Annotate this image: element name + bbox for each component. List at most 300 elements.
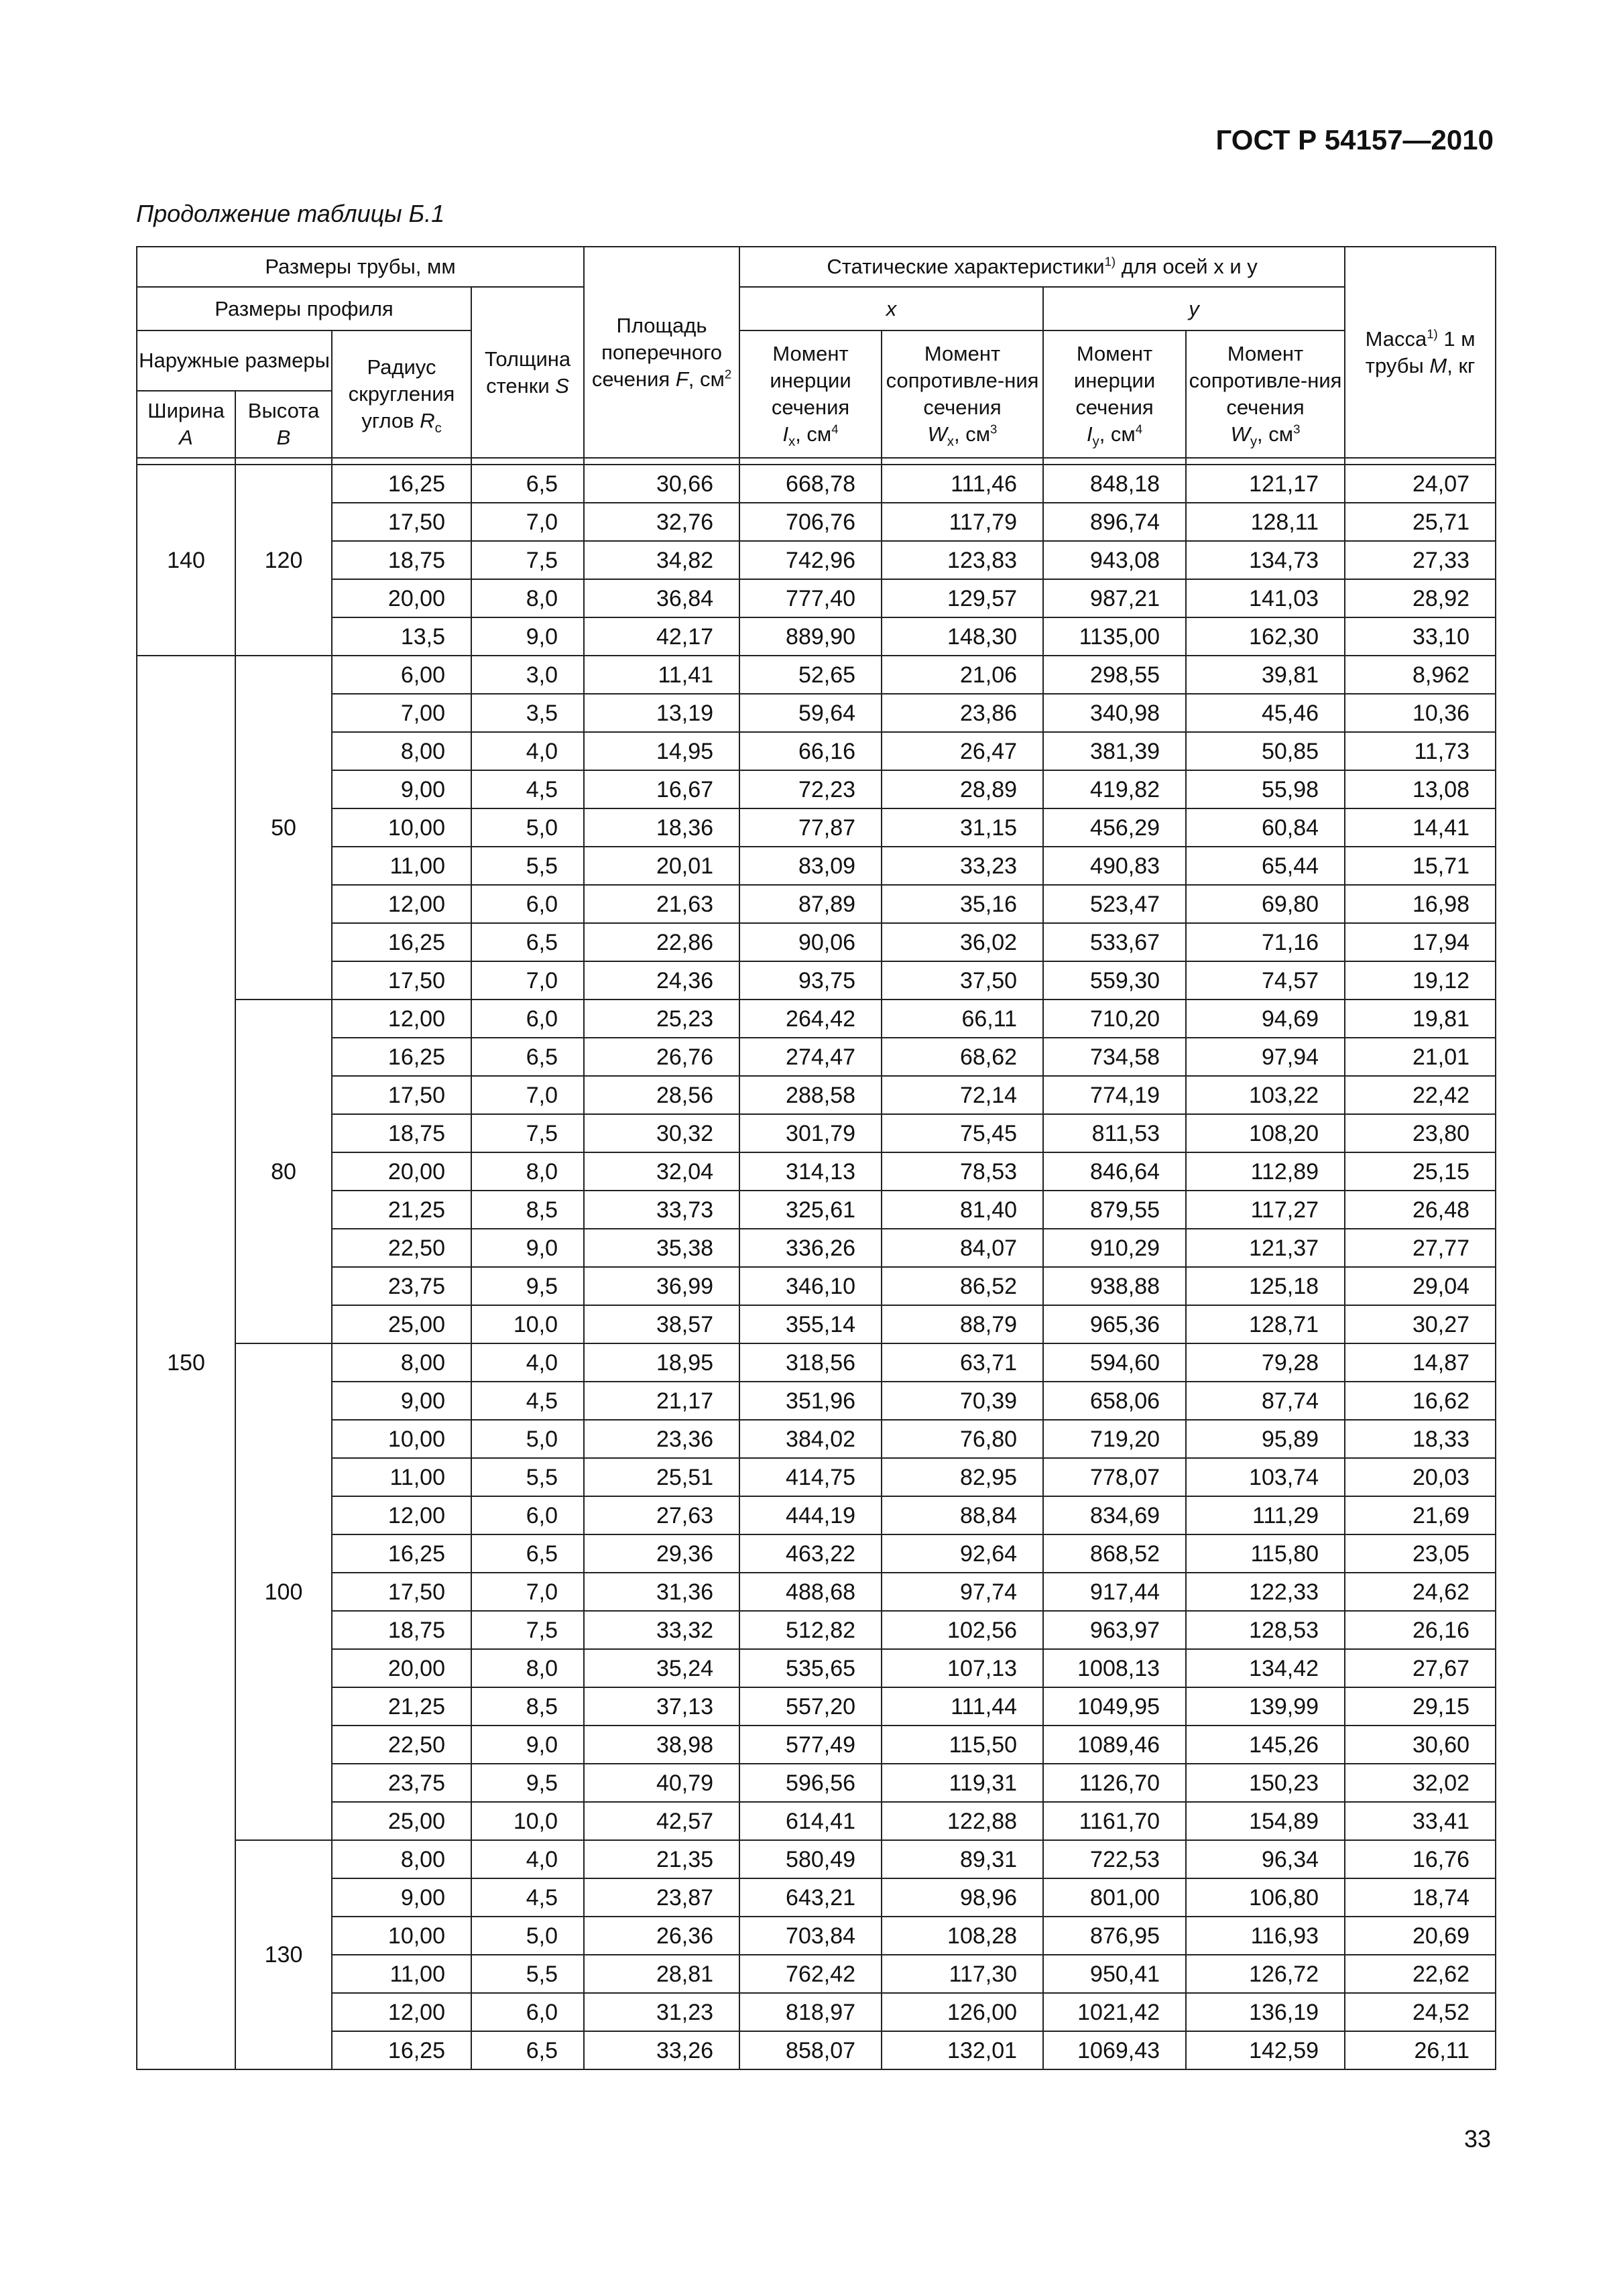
table-caption: Продолжение таблицы Б.1: [136, 200, 445, 227]
table-row: [137, 732, 1496, 770]
table-cell: 938,88: [1043, 1267, 1186, 1305]
table-cell: 25,23: [584, 1000, 739, 1038]
table-cell: 18,95: [584, 1343, 739, 1382]
table-row: [137, 541, 1496, 579]
table-cell: 896,74: [1043, 503, 1186, 541]
header-width: Ширина A: [137, 391, 235, 458]
table-cell: 128,71: [1186, 1305, 1345, 1343]
table-cell: 7,5: [471, 1611, 584, 1649]
table-cell: 26,16: [1345, 1611, 1496, 1649]
table-cell: 889,90: [739, 617, 882, 656]
table-cell: 26,47: [882, 732, 1043, 770]
table-cell: 987,21: [1043, 579, 1186, 617]
table-cell: 28,56: [584, 1076, 739, 1114]
cell-height-b: 130: [235, 1840, 332, 2069]
table-row: [137, 1038, 1496, 1076]
table-cell: 27,67: [1345, 1649, 1496, 1687]
table-cell: 116,93: [1186, 1917, 1345, 1955]
table-cell: 117,79: [882, 503, 1043, 541]
table-cell: 594,60: [1043, 1343, 1186, 1382]
table-cell: 33,10: [1345, 617, 1496, 656]
header-wx: Момент сопротивле-ния сечения $W_x$, $см^3$: [882, 330, 1043, 458]
table-cell: 25,71: [1345, 503, 1496, 541]
table-cell: 25,00: [332, 1305, 471, 1343]
table-cell: 5,0: [471, 808, 584, 847]
table-cell: 17,50: [332, 503, 471, 541]
table-cell: 288,58: [739, 1076, 882, 1114]
cell-width-a: 150: [137, 656, 235, 2069]
table-cell: 30,66: [584, 465, 739, 503]
table-cell: 65,44: [1186, 847, 1345, 885]
table-cell: 8,00: [332, 1343, 471, 1382]
table-cell: 20,00: [332, 579, 471, 617]
table-cell: 6,5: [471, 465, 584, 503]
table-cell: 38,57: [584, 1305, 739, 1343]
table-cell: 17,50: [332, 1573, 471, 1611]
table-cell: 384,02: [739, 1420, 882, 1458]
table-cell: 318,56: [739, 1343, 882, 1382]
table-cell: 8,5: [471, 1191, 584, 1229]
table-cell: 32,76: [584, 503, 739, 541]
table-cell: 121,17: [1186, 465, 1345, 503]
table-cell: 21,25: [332, 1191, 471, 1229]
table-cell: 60,84: [1186, 808, 1345, 847]
table-cell: 52,65: [739, 656, 882, 694]
table-cell: 134,73: [1186, 541, 1345, 579]
table-cell: 6,0: [471, 1000, 584, 1038]
table-cell: 36,99: [584, 1267, 739, 1305]
table-cell: 23,75: [332, 1267, 471, 1305]
table-cell: 10,36: [1345, 694, 1496, 732]
table-cell: 142,59: [1186, 2031, 1345, 2069]
table-cell: 134,42: [1186, 1649, 1345, 1687]
table-cell: 11,00: [332, 1458, 471, 1496]
table-row: [137, 656, 1496, 694]
table-cell: 8,00: [332, 1840, 471, 1878]
table-cell: 79,28: [1186, 1343, 1345, 1382]
table-cell: 488,68: [739, 1573, 882, 1611]
table-cell: 9,00: [332, 1878, 471, 1917]
header-separator: [137, 458, 1496, 465]
table-cell: 59,64: [739, 694, 882, 732]
table-cell: 444,19: [739, 1496, 882, 1534]
table-cell: 23,75: [332, 1764, 471, 1802]
table-cell: 6,0: [471, 1496, 584, 1534]
table-cell: 63,71: [882, 1343, 1043, 1382]
table-cell: 301,79: [739, 1114, 882, 1152]
table-cell: 18,33: [1345, 1420, 1496, 1458]
table-cell: 24,62: [1345, 1573, 1496, 1611]
table-cell: 108,28: [882, 1917, 1043, 1955]
table-cell: 577,49: [739, 1726, 882, 1764]
table-cell: 17,50: [332, 1076, 471, 1114]
table-cell: 7,5: [471, 541, 584, 579]
table-cell: 17,94: [1345, 923, 1496, 961]
table-cell: 90,06: [739, 923, 882, 961]
table-cell: 965,36: [1043, 1305, 1186, 1343]
table-cell: 1049,95: [1043, 1687, 1186, 1726]
table-cell: 13,5: [332, 617, 471, 656]
table-cell: 801,00: [1043, 1878, 1186, 1917]
header-axis-x: x: [739, 287, 1043, 330]
table-cell: 719,20: [1043, 1420, 1186, 1458]
table-cell: 107,13: [882, 1649, 1043, 1687]
table-cell: 21,69: [1345, 1496, 1496, 1534]
table-cell: 848,18: [1043, 465, 1186, 503]
table-cell: 30,60: [1345, 1726, 1496, 1764]
table-row: [137, 1726, 1496, 1764]
table-cell: 32,02: [1345, 1764, 1496, 1802]
table-cell: 115,50: [882, 1726, 1043, 1764]
pipe-table: [136, 246, 1496, 2070]
table-cell: 7,0: [471, 1573, 584, 1611]
table-cell: 9,0: [471, 1726, 584, 1764]
table-cell: 868,52: [1043, 1534, 1186, 1573]
table-cell: 3,5: [471, 694, 584, 732]
table-row: [137, 1573, 1496, 1611]
table-cell: 8,0: [471, 579, 584, 617]
table-cell: 94,69: [1186, 1000, 1345, 1038]
table-cell: 20,69: [1345, 1917, 1496, 1955]
table-cell: 84,07: [882, 1229, 1043, 1267]
table-cell: 154,89: [1186, 1802, 1345, 1840]
table-cell: 92,64: [882, 1534, 1043, 1573]
table-cell: 128,11: [1186, 503, 1345, 541]
table-cell: 762,42: [739, 1955, 882, 1993]
table-cell: 858,07: [739, 2031, 882, 2069]
table-row: [137, 1343, 1496, 1382]
table-cell: 42,17: [584, 617, 739, 656]
header-area: Площадь поперечного сечения F, $см^2$: [584, 247, 739, 458]
table-cell: 22,86: [584, 923, 739, 961]
table-cell: 30,32: [584, 1114, 739, 1152]
table-cell: 456,29: [1043, 808, 1186, 847]
table-cell: 703,84: [739, 1917, 882, 1955]
table-cell: 97,74: [882, 1573, 1043, 1611]
table-cell: 111,44: [882, 1687, 1043, 1726]
table-cell: 27,63: [584, 1496, 739, 1534]
table-cell: 21,01: [1345, 1038, 1496, 1076]
header-profile-dims: Размеры профиля: [137, 287, 471, 330]
table-cell: 38,98: [584, 1726, 739, 1764]
header-iy: Момент инерции сечения $I_y$, $см^4$: [1043, 330, 1186, 458]
table-cell: 14,95: [584, 732, 739, 770]
header-axis-y: y: [1043, 287, 1345, 330]
table-cell: 8,5: [471, 1687, 584, 1726]
table-cell: 734,58: [1043, 1038, 1186, 1076]
table-row: [137, 1229, 1496, 1267]
table-cell: 1161,70: [1043, 1802, 1186, 1840]
table-cell: 4,5: [471, 1878, 584, 1917]
table-cell: 39,81: [1186, 656, 1345, 694]
table-row: [137, 694, 1496, 732]
table-cell: 33,41: [1345, 1802, 1496, 1840]
table-cell: 6,5: [471, 923, 584, 961]
table-cell: 145,26: [1186, 1726, 1345, 1764]
table-cell: 121,37: [1186, 1229, 1345, 1267]
table-cell: 336,26: [739, 1229, 882, 1267]
table-cell: 68,62: [882, 1038, 1043, 1076]
table-cell: 31,36: [584, 1573, 739, 1611]
table-cell: 7,0: [471, 1076, 584, 1114]
table-cell: 346,10: [739, 1267, 882, 1305]
table-cell: 298,55: [1043, 656, 1186, 694]
table-cell: 879,55: [1043, 1191, 1186, 1229]
table-cell: 10,00: [332, 808, 471, 847]
table-cell: 11,00: [332, 847, 471, 885]
table-cell: 1089,46: [1043, 1726, 1186, 1764]
table-cell: 9,00: [332, 770, 471, 808]
table-cell: 55,98: [1186, 770, 1345, 808]
table-cell: 7,5: [471, 1114, 584, 1152]
table-row: [137, 808, 1496, 847]
table-cell: 96,34: [1186, 1840, 1345, 1878]
table-cell: 28,92: [1345, 579, 1496, 617]
table-cell: 533,67: [1043, 923, 1186, 961]
table-row: [137, 1917, 1496, 1955]
table-cell: 1069,43: [1043, 2031, 1186, 2069]
table-row: [137, 617, 1496, 656]
table-cell: 122,33: [1186, 1573, 1345, 1611]
table-cell: 16,25: [332, 2031, 471, 2069]
table-cell: 72,23: [739, 770, 882, 808]
header-wy: Момент сопротивле-ния сечения $W_y$, $см^3$: [1186, 330, 1345, 458]
table-cell: 21,63: [584, 885, 739, 923]
table-cell: 10,0: [471, 1305, 584, 1343]
header-mass: Масса$^{1)}$ 1 м трубы M, кг: [1345, 247, 1496, 458]
table-cell: 102,56: [882, 1611, 1043, 1649]
table-cell: 34,82: [584, 541, 739, 579]
table-cell: 30,27: [1345, 1305, 1496, 1343]
table-row: [137, 1420, 1496, 1458]
table-cell: 123,83: [882, 541, 1043, 579]
table-cell: 16,25: [332, 465, 471, 503]
table-cell: 876,95: [1043, 1917, 1186, 1955]
table-cell: 834,69: [1043, 1496, 1186, 1534]
table-cell: 943,08: [1043, 541, 1186, 579]
table-cell: 8,0: [471, 1649, 584, 1687]
table-cell: 818,97: [739, 1993, 882, 2031]
table-cell: 16,25: [332, 1534, 471, 1573]
table-cell: 23,80: [1345, 1114, 1496, 1152]
table-cell: 28,81: [584, 1955, 739, 1993]
table-cell: 98,96: [882, 1878, 1043, 1917]
table-cell: 778,07: [1043, 1458, 1186, 1496]
table-row: [137, 1840, 1496, 1878]
table-row: [137, 885, 1496, 923]
table-cell: 111,46: [882, 465, 1043, 503]
table-row: [137, 1496, 1496, 1534]
table-cell: 23,86: [882, 694, 1043, 732]
table-cell: 25,51: [584, 1458, 739, 1496]
table-row: [137, 1382, 1496, 1420]
table-row: [137, 1305, 1496, 1343]
table-cell: 5,5: [471, 847, 584, 885]
table-cell: 12,00: [332, 1496, 471, 1534]
table-cell: 20,00: [332, 1649, 471, 1687]
table-cell: 22,50: [332, 1726, 471, 1764]
table-cell: 27,33: [1345, 541, 1496, 579]
header-thickness: Толщина стенки S: [471, 287, 584, 458]
table-cell: 18,75: [332, 541, 471, 579]
table-cell: 18,75: [332, 1114, 471, 1152]
table-cell: 950,41: [1043, 1955, 1186, 1993]
table-row: [137, 961, 1496, 1000]
table-row: [137, 503, 1496, 541]
table-cell: 35,24: [584, 1649, 739, 1687]
table-cell: 706,76: [739, 503, 882, 541]
table-cell: 4,0: [471, 1840, 584, 1878]
table-row: [137, 1955, 1496, 1993]
table-cell: 21,06: [882, 656, 1043, 694]
table-cell: 136,19: [1186, 1993, 1345, 2031]
header-static: Статические характеристики$^{1)}$ для осей x и y: [739, 247, 1345, 287]
table-cell: 8,0: [471, 1152, 584, 1191]
table-cell: 36,84: [584, 579, 739, 617]
table-cell: 74,57: [1186, 961, 1345, 1000]
table-cell: 16,25: [332, 923, 471, 961]
table-cell: 29,04: [1345, 1267, 1496, 1305]
table-cell: 1135,00: [1043, 617, 1186, 656]
table-row: [137, 923, 1496, 961]
table-cell: 15,71: [1345, 847, 1496, 885]
cell-width-a: 140: [137, 465, 235, 656]
table-cell: 11,73: [1345, 732, 1496, 770]
table-cell: 20,03: [1345, 1458, 1496, 1496]
table-cell: 35,38: [584, 1229, 739, 1267]
table-cell: 20,01: [584, 847, 739, 885]
table-cell: 97,94: [1186, 1038, 1345, 1076]
table-cell: 10,00: [332, 1420, 471, 1458]
table-cell: 23,05: [1345, 1534, 1496, 1573]
table-cell: 21,17: [584, 1382, 739, 1420]
table-cell: 4,5: [471, 1382, 584, 1420]
table-cell: 17,50: [332, 961, 471, 1000]
table-cell: 9,5: [471, 1267, 584, 1305]
table-cell: 45,46: [1186, 694, 1345, 732]
table-cell: 70,39: [882, 1382, 1043, 1420]
table-cell: 19,12: [1345, 961, 1496, 1000]
table-cell: 89,31: [882, 1840, 1043, 1878]
table-row: [137, 847, 1496, 885]
table-cell: 658,06: [1043, 1382, 1186, 1420]
table-cell: 5,0: [471, 1420, 584, 1458]
table-cell: 23,87: [584, 1878, 739, 1917]
table-cell: 95,89: [1186, 1420, 1345, 1458]
table-cell: 18,74: [1345, 1878, 1496, 1917]
table-cell: 83,09: [739, 847, 882, 885]
table-cell: 106,80: [1186, 1878, 1345, 1917]
table-cell: 26,11: [1345, 2031, 1496, 2069]
table-cell: 4,0: [471, 732, 584, 770]
table-row: [137, 1878, 1496, 1917]
table-cell: 14,87: [1345, 1343, 1496, 1382]
table-cell: 557,20: [739, 1687, 882, 1726]
table-cell: 122,88: [882, 1802, 1043, 1840]
table-cell: 8,00: [332, 732, 471, 770]
table-row: [137, 1458, 1496, 1496]
table-row: [137, 1114, 1496, 1152]
table-row: [137, 1649, 1496, 1687]
table-cell: 78,53: [882, 1152, 1043, 1191]
table-row: [137, 2031, 1496, 2069]
table-cell: 6,5: [471, 1534, 584, 1573]
table-cell: 119,31: [882, 1764, 1043, 1802]
table-cell: 512,82: [739, 1611, 882, 1649]
table-cell: 274,47: [739, 1038, 882, 1076]
table-cell: 12,00: [332, 1993, 471, 2031]
table-cell: 87,89: [739, 885, 882, 923]
table-row: [137, 770, 1496, 808]
table-cell: 86,52: [882, 1267, 1043, 1305]
table-cell: 126,72: [1186, 1955, 1345, 1993]
table-cell: 22,50: [332, 1229, 471, 1267]
table-cell: 103,22: [1186, 1076, 1345, 1114]
table-row: [137, 1000, 1496, 1038]
table-cell: 129,57: [882, 579, 1043, 617]
table-cell: 66,16: [739, 732, 882, 770]
table-cell: 1021,42: [1043, 1993, 1186, 2031]
table-cell: 88,79: [882, 1305, 1043, 1343]
table-cell: 16,25: [332, 1038, 471, 1076]
table-cell: 4,5: [471, 770, 584, 808]
table-row: [137, 1993, 1496, 2031]
table-cell: 50,85: [1186, 732, 1345, 770]
table-cell: 5,5: [471, 1458, 584, 1496]
table-cell: 16,98: [1345, 885, 1496, 923]
table-cell: 23,36: [584, 1420, 739, 1458]
table-cell: 29,15: [1345, 1687, 1496, 1726]
table-cell: 115,80: [1186, 1534, 1345, 1573]
table-cell: 6,0: [471, 1993, 584, 2031]
table-cell: 76,80: [882, 1420, 1043, 1458]
table-cell: 13,08: [1345, 770, 1496, 808]
table-cell: 355,14: [739, 1305, 882, 1343]
table-cell: 108,20: [1186, 1114, 1345, 1152]
table-row: [137, 1687, 1496, 1726]
table-cell: 774,19: [1043, 1076, 1186, 1114]
table-cell: 14,41: [1345, 808, 1496, 847]
table-row: [137, 1802, 1496, 1840]
table-cell: 381,39: [1043, 732, 1186, 770]
table-cell: 5,5: [471, 1955, 584, 1993]
table-cell: 742,96: [739, 541, 882, 579]
table-cell: 24,07: [1345, 465, 1496, 503]
header-pipe-dims: Размеры трубы, мм: [137, 247, 584, 287]
table-cell: 419,82: [1043, 770, 1186, 808]
table-cell: 22,62: [1345, 1955, 1496, 1993]
table-cell: 1126,70: [1043, 1764, 1186, 1802]
table-row: [137, 1076, 1496, 1114]
table-cell: 12,00: [332, 885, 471, 923]
table-cell: 37,13: [584, 1687, 739, 1726]
table-cell: 150,23: [1186, 1764, 1345, 1802]
standard-number: ГОСТ Р 54157—2010: [1215, 124, 1494, 156]
table-cell: 81,40: [882, 1191, 1043, 1229]
table-cell: 35,16: [882, 885, 1043, 923]
table-cell: 463,22: [739, 1534, 882, 1573]
table-cell: 11,00: [332, 1955, 471, 1993]
table-cell: 42,57: [584, 1802, 739, 1840]
table-cell: 162,30: [1186, 617, 1345, 656]
table-cell: 77,87: [739, 808, 882, 847]
table-cell: 132,01: [882, 2031, 1043, 2069]
table-cell: 3,0: [471, 656, 584, 694]
header-ix: Момент инерции сечения $I_x$, $см^4$: [739, 330, 882, 458]
table-cell: 72,14: [882, 1076, 1043, 1114]
table-cell: 264,42: [739, 1000, 882, 1038]
table-header: [137, 247, 1496, 465]
